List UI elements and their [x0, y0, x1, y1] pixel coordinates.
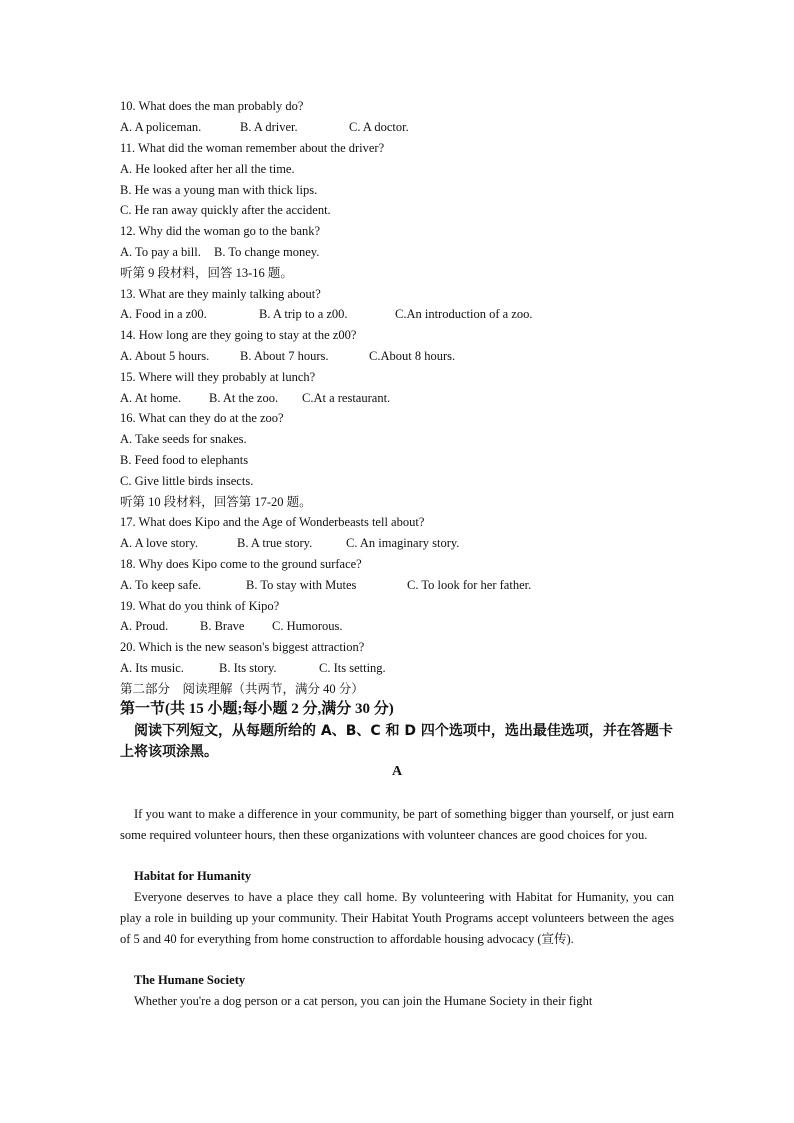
- question-14: 14. How long are they going to stay at the z00?: [120, 328, 357, 342]
- option-a: A. About 5 hours.: [120, 349, 210, 363]
- option-b: B. A driver.: [240, 120, 298, 134]
- option-b: B. He was a young man with thick lips.: [120, 183, 318, 197]
- options-19: [120, 616, 680, 637]
- option-a: A. Food in a z00.: [120, 307, 207, 321]
- options-18: [120, 575, 680, 596]
- option-b: B. At the zoo.: [209, 391, 279, 405]
- option-c: C.An introduction of a zoo.: [395, 307, 533, 321]
- option-b: B. Feed food to elephants: [120, 453, 249, 467]
- option-a: A. He looked after her all the time.: [120, 162, 295, 176]
- option-b: B. About 7 hours.: [240, 349, 329, 363]
- question-20: 20. Which is the new season's biggest attraction?: [120, 640, 365, 654]
- org-1-title: Habitat for Humanity: [134, 869, 252, 883]
- options-15: [120, 388, 680, 409]
- options-10: [120, 117, 680, 138]
- option-b: B. Its story.: [219, 661, 277, 675]
- passage-intro: If you want to make a difference in your community, be part of something bigger than yourself, or just earn some required volunteer hours, then these organizations with volunteer chances are good choices for you.: [120, 807, 674, 842]
- option-b: B. To change money.: [214, 245, 320, 259]
- org-2-title: The Humane Society: [134, 973, 246, 987]
- option-c: C. Humorous.: [272, 619, 343, 633]
- passage-letter: A: [391, 764, 403, 779]
- option-b: B. To stay with Mutes: [246, 578, 357, 592]
- option-c: C. He ran away quickly after the accident.: [120, 203, 331, 217]
- question-16: 16. What can they do at the zoo?: [120, 411, 284, 425]
- question-13: 13. What are they mainly talking about?: [120, 287, 321, 301]
- options-14: [120, 346, 680, 367]
- option-b: B. A trip to a z00.: [259, 307, 348, 321]
- question-11: 11. What did the woman remember about the driver?: [120, 141, 385, 155]
- option-a: A. To pay a bill.: [120, 245, 201, 259]
- section-1-title: 第一节(共 15 小题;每小题 2 分,满分 30 分): [120, 701, 394, 717]
- option-a: A. Its music.: [120, 661, 184, 675]
- question-18: 18. Why does Kipo come to the ground surface?: [120, 557, 362, 571]
- options-13: [120, 304, 680, 325]
- question-10: 10. What does the man probably do?: [120, 99, 304, 113]
- question-12: 12. Why did the woman go to the bank?: [120, 224, 321, 238]
- question-19: 19. What do you think of Kipo?: [120, 599, 280, 613]
- section-heading-9: 听第 9 段材料，回答 13-16 题。: [120, 266, 293, 280]
- option-c: C. A doctor.: [349, 120, 409, 134]
- option-a: A. To keep safe.: [120, 578, 202, 592]
- options-20: [120, 658, 680, 679]
- org-1-text: Everyone deserves to have a place they call home. By volunteering with Habitat for Humanity, you can play a role in building up your community. Their Habitat Youth Programs accept volunteers between the ages of 5 and 40 for everything from home construction to affordable housing advocacy (宣传).: [120, 890, 674, 946]
- part-2-title: 第二部分 阅读理解（共两节，满分 40 分）: [120, 682, 364, 696]
- option-c: C.At a restaurant.: [302, 391, 391, 405]
- option-c: C. Its setting.: [319, 661, 386, 675]
- option-c: C. An imaginary story.: [346, 536, 460, 550]
- option-c: C. To look for her father.: [407, 578, 532, 592]
- org-2-text: Whether you're a dog person or a cat person, you can join the Humane Society in their fight: [134, 994, 593, 1008]
- option-b: B. Brave: [200, 619, 245, 633]
- option-b: B. A true story.: [237, 536, 313, 550]
- reading-instruction: 阅读下列短文，从每题所给的 A、B、C 和 D 四个选项中，选出最佳选项，并在答题卡上将该项涂黑。: [120, 723, 673, 760]
- options-17: [120, 533, 680, 554]
- options-12: [120, 242, 680, 263]
- section-heading-10: 听第 10 段材料，回答第 17-20 题。: [120, 495, 312, 509]
- option-c: C.About 8 hours.: [369, 349, 456, 363]
- question-15: 15. Where will they probably at lunch?: [120, 370, 316, 384]
- option-a: A. Proud.: [120, 619, 169, 633]
- question-17: 17. What does Kipo and the Age of Wonderbeasts tell about?: [120, 515, 425, 529]
- option-a: A. Take seeds for snakes.: [120, 432, 247, 446]
- option-a: A. A love story.: [120, 536, 199, 550]
- option-a: A. A policeman.: [120, 120, 202, 134]
- option-a: A. At home.: [120, 391, 182, 405]
- option-c: C. Give little birds insects.: [120, 474, 254, 488]
